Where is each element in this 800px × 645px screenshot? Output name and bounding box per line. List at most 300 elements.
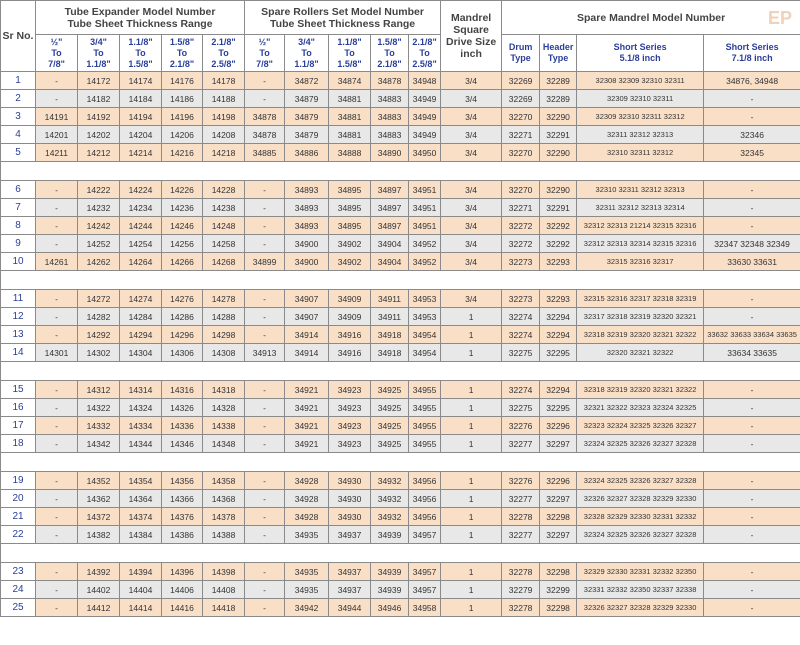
header-type-cell: 32294 <box>540 308 577 326</box>
spare-roller-cell: 34916 <box>329 326 371 344</box>
group-spacer <box>1 544 800 563</box>
sr-no-cell: 4 <box>1 126 36 144</box>
spare-roller-cell: 34902 <box>329 253 371 271</box>
short-series-71-cell: - <box>704 290 800 308</box>
tube-expander-cell: 14336 <box>162 417 203 435</box>
tube-expander-cell: 14298 <box>203 326 245 344</box>
spare-roller-cell: 34923 <box>329 435 371 453</box>
table-row <box>1 399 800 417</box>
range-bot: 2.1/8" <box>377 58 402 69</box>
short-series-51-cell: 32309 32310 32311 32312 <box>577 108 704 126</box>
header-type-cell: 32297 <box>540 490 577 508</box>
tube-expander-cell: 14294 <box>120 326 162 344</box>
tube-expander-cell: 14244 <box>120 217 162 235</box>
tube-expander-cell: 14174 <box>120 72 162 90</box>
sr-no-cell: 13 <box>1 326 36 344</box>
drum-type-cell: 32269 <box>502 72 540 90</box>
tube-expander-cell: 14242 <box>78 217 120 235</box>
short-series-51-cell: 32324 32325 32326 32327 32328 <box>577 526 704 544</box>
short-series-71-cell: - <box>704 308 800 326</box>
short-series-51-cell: 32310 32311 32312 <box>577 144 704 162</box>
header-type-cell: 32298 <box>540 599 577 617</box>
group-spacer-cell <box>1 544 800 563</box>
short-series-71-cell: 33632 33633 33634 33635 <box>704 326 800 344</box>
spare-roller-cell: 34893 <box>285 217 329 235</box>
header-type-cell: 32298 <box>540 563 577 581</box>
short-series-51-cell: 32315 32316 32317 <box>577 253 704 271</box>
spare-roller-cell: 34904 <box>371 253 409 271</box>
spare-roller-cell: - <box>245 181 285 199</box>
spare-roller-cell: 34925 <box>371 381 409 399</box>
range-mid: To <box>218 47 229 58</box>
drum-type-cell: 32278 <box>502 599 540 617</box>
spare-roller-cell: 34885 <box>245 144 285 162</box>
tube-expander-cell: 14218 <box>203 144 245 162</box>
spare-roller-cell: 34953 <box>409 308 441 326</box>
tube-expander-cell: 14324 <box>120 399 162 417</box>
tube-expander-cell: 14408 <box>203 581 245 599</box>
tube-expander-cell: 14384 <box>120 526 162 544</box>
sr-no-cell: 17 <box>1 417 36 435</box>
tube-expander-cell: 14402 <box>78 581 120 599</box>
tube-expander-cell: 14344 <box>120 435 162 453</box>
tube-expander-cell: 14214 <box>120 144 162 162</box>
tube-expander-cell: 14398 <box>203 563 245 581</box>
spare-roller-cell: 34878 <box>371 72 409 90</box>
spare-roller-cell: 34928 <box>285 490 329 508</box>
tube-expander-cell: - <box>36 563 78 581</box>
table-row <box>1 563 800 581</box>
spare-roller-cell: 34935 <box>285 563 329 581</box>
tube-expander-cell: - <box>36 290 78 308</box>
tube-expander-cell: 14301 <box>36 344 78 362</box>
tube-expander-cell: - <box>36 308 78 326</box>
spare-roller-cell: 34937 <box>329 526 371 544</box>
table-row <box>1 72 800 90</box>
tube-expander-cell: 14346 <box>162 435 203 453</box>
spare-roller-cell: 34950 <box>409 144 441 162</box>
spare-roller-cell: 34951 <box>409 181 441 199</box>
spare-roller-cell: - <box>245 508 285 526</box>
mandrel-square-header: Mandrel Square Drive Size inch <box>441 1 502 72</box>
range-bot: 7/8" <box>256 58 273 69</box>
range-top: 1.1/8" <box>337 36 362 47</box>
mandrel-square-cell: 1 <box>441 399 502 417</box>
mandrel-square-cell: 3/4 <box>441 235 502 253</box>
table-row <box>1 181 800 199</box>
spare-roller-cell: 34913 <box>245 344 285 362</box>
sr-no-cell: 12 <box>1 308 36 326</box>
drum-type-cell: 32274 <box>502 308 540 326</box>
tube-expander-cell: - <box>36 435 78 453</box>
range-bot: 2.5/8" <box>412 58 437 69</box>
range-top: 3/4" <box>298 36 315 47</box>
sr-no-cell: 8 <box>1 217 36 235</box>
short-series-51-cell: 32324 32325 32326 32327 32328 <box>577 472 704 490</box>
mandrel-square-cell: 3/4 <box>441 199 502 217</box>
short-series-71-cell: - <box>704 381 800 399</box>
short-series-71-cell: 33634 33635 <box>704 344 800 362</box>
spare-roller-cell: 34923 <box>329 399 371 417</box>
spare-roller-cell: 34954 <box>409 326 441 344</box>
header-type-cell: 32295 <box>540 344 577 362</box>
spare-roller-cell: 34951 <box>409 217 441 235</box>
tube-expander-cell: 14261 <box>36 253 78 271</box>
tube-expander-cell: 14204 <box>120 126 162 144</box>
sr-no-cell: 3 <box>1 108 36 126</box>
drum-type-header: Drum Type <box>502 35 540 72</box>
tube-expander-cell: 14262 <box>78 253 120 271</box>
mandrel-square-cell: 1 <box>441 490 502 508</box>
short-series-71-cell: - <box>704 599 800 617</box>
spare-roller-cell: 34958 <box>409 599 441 617</box>
spare-roller-cell: 34954 <box>409 344 441 362</box>
range-top: 3/4" <box>90 36 107 47</box>
te-range-header-3 <box>162 35 203 72</box>
tube-expander-cell: 14196 <box>162 108 203 126</box>
short-series-51-cell: 32310 32311 32312 32313 <box>577 181 704 199</box>
short-series-71-line1: Short Series <box>725 42 779 52</box>
spare-roller-cell: 34899 <box>245 253 285 271</box>
sr-no-cell: 6 <box>1 181 36 199</box>
header-type-cell: 32291 <box>540 199 577 217</box>
spare-roller-cell: 34881 <box>329 126 371 144</box>
header-type-cell: 32289 <box>540 90 577 108</box>
spare-roller-cell: 34951 <box>409 199 441 217</box>
tube-expander-cell: 14208 <box>203 126 245 144</box>
spare-roller-cell: 34925 <box>371 399 409 417</box>
tube-expander-cell: - <box>36 181 78 199</box>
short-series-51-header <box>577 35 704 72</box>
spare-roller-cell: - <box>245 581 285 599</box>
tube-expander-cell: 14412 <box>78 599 120 617</box>
tube-expander-cell: 14362 <box>78 490 120 508</box>
table-row <box>1 508 800 526</box>
tube-expander-cell: 14318 <box>203 381 245 399</box>
tube-expander-cell: - <box>36 599 78 617</box>
header-type-cell: 32291 <box>540 126 577 144</box>
tube-expander-cell: - <box>36 472 78 490</box>
spare-roller-cell: 34957 <box>409 563 441 581</box>
drum-type-cell: 32276 <box>502 417 540 435</box>
short-series-71-cell: - <box>704 108 800 126</box>
tube-expander-cell: 14274 <box>120 290 162 308</box>
tube-expander-cell: - <box>36 72 78 90</box>
tube-expander-cell: 14374 <box>120 508 162 526</box>
tube-expander-cell: 14406 <box>162 581 203 599</box>
tube-expander-cell: 14342 <box>78 435 120 453</box>
table-row <box>1 472 800 490</box>
header-type-cell: 32292 <box>540 235 577 253</box>
sr-no-header: Sr No. <box>1 1 36 72</box>
range-mid: To <box>51 47 62 58</box>
tube-expander-cell: 14282 <box>78 308 120 326</box>
tube-expander-cell: 14378 <box>203 508 245 526</box>
spare-roller-cell: 34883 <box>371 126 409 144</box>
range-bot: 2.1/8" <box>169 58 195 69</box>
tube-expander-cell: 14276 <box>162 290 203 308</box>
tube-expander-cell: 14216 <box>162 144 203 162</box>
short-series-71-cell: - <box>704 472 800 490</box>
tube-expander-cell: 14404 <box>120 581 162 599</box>
tube-expander-cell: 14348 <box>203 435 245 453</box>
tube-expander-cell: 14192 <box>78 108 120 126</box>
short-series-71-cell: - <box>704 526 800 544</box>
table-row <box>1 108 800 126</box>
spare-roller-cell: 34957 <box>409 526 441 544</box>
spare-roller-cell: - <box>245 90 285 108</box>
te-range-header-1 <box>78 35 120 72</box>
spare-roller-cell: 34874 <box>329 72 371 90</box>
tube-expander-cell: 14416 <box>162 599 203 617</box>
table-row <box>1 526 800 544</box>
mandrel-square-cell: 3/4 <box>441 253 502 271</box>
tube-expander-cell: 14392 <box>78 563 120 581</box>
spare-roller-cell: 34879 <box>285 90 329 108</box>
tube-expander-cell: 14176 <box>162 72 203 90</box>
group-spacer <box>1 362 800 381</box>
te-range-header-2 <box>120 35 162 72</box>
table-row <box>1 90 800 108</box>
short-series-51-cell: 32320 32321 32322 <box>577 344 704 362</box>
table-row <box>1 581 800 599</box>
short-series-51-cell: 32317 32318 32319 32320 32321 <box>577 308 704 326</box>
range-mid: To <box>259 47 270 58</box>
sr-no-cell: 21 <box>1 508 36 526</box>
spare-roller-cell: 34883 <box>371 108 409 126</box>
sr-no-cell: 22 <box>1 526 36 544</box>
spare-roller-cell: 34897 <box>371 217 409 235</box>
spare-roller-cell: - <box>245 308 285 326</box>
tube-expander-cell: - <box>36 417 78 435</box>
drum-type-cell: 32275 <box>502 344 540 362</box>
tube-expander-cell: 14222 <box>78 181 120 199</box>
tube-expander-cell: 14306 <box>162 344 203 362</box>
tube-expander-cell: 14254 <box>120 235 162 253</box>
short-series-71-cell: - <box>704 563 800 581</box>
tube-expander-cell: 14172 <box>78 72 120 90</box>
range-mid: To <box>176 47 188 58</box>
short-series-51-cell: 32324 32325 32326 32327 32328 <box>577 435 704 453</box>
spare-rollers-header <box>245 1 441 35</box>
spare-roller-cell: 34881 <box>329 108 371 126</box>
sr-no-cell: 5 <box>1 144 36 162</box>
spare-roller-cell: 34909 <box>329 290 371 308</box>
spare-roller-cell: 34895 <box>329 217 371 235</box>
tube-expander-cell: 14304 <box>120 344 162 362</box>
spare-roller-cell: - <box>245 490 285 508</box>
spare-roller-cell: 34925 <box>371 417 409 435</box>
mandrel-square-cell: 3/4 <box>441 72 502 90</box>
spare-roller-cell: 34935 <box>285 581 329 599</box>
short-series-51-line1: Short Series <box>613 42 667 52</box>
sr-no-cell: 11 <box>1 290 36 308</box>
spare-roller-cell: - <box>245 472 285 490</box>
table-row <box>1 217 800 235</box>
header-type-cell: 32290 <box>540 181 577 199</box>
tube-expander-cell: 14388 <box>203 526 245 544</box>
tube-expander-cell: 14258 <box>203 235 245 253</box>
spare-roller-cell: 34955 <box>409 435 441 453</box>
spare-roller-cell: 34939 <box>371 581 409 599</box>
tube-expander-cell: - <box>36 326 78 344</box>
short-series-51-cell: 32329 32330 32331 32332 32350 <box>577 563 704 581</box>
spare-roller-cell: 34888 <box>329 144 371 162</box>
tube-expander-cell: 14366 <box>162 490 203 508</box>
spare-roller-cell: 34949 <box>409 90 441 108</box>
drum-type-cell: 32276 <box>502 472 540 490</box>
mandrel-square-cell: 1 <box>441 435 502 453</box>
short-series-51-cell: 32323 32324 32325 32326 32327 <box>577 417 704 435</box>
spare-roller-cell: 34881 <box>329 90 371 108</box>
mandrel-square-cell: 3/4 <box>441 90 502 108</box>
drum-type-cell: 32279 <box>502 581 540 599</box>
tube-expander-cell: 14226 <box>162 181 203 199</box>
spare-roller-cell: 34897 <box>371 181 409 199</box>
tube-expander-cell: 14246 <box>162 217 203 235</box>
spare-roller-cell: 34928 <box>285 472 329 490</box>
tube-expander-cell: - <box>36 217 78 235</box>
spare-roller-cell: 34944 <box>329 599 371 617</box>
short-series-71-cell: - <box>704 508 800 526</box>
header-type-cell: 32296 <box>540 472 577 490</box>
tube-expander-cell: 14286 <box>162 308 203 326</box>
header-type-cell: 32290 <box>540 144 577 162</box>
short-series-51-cell: 32308 32309 32310 32311 <box>577 72 704 90</box>
spare-roller-cell: - <box>245 72 285 90</box>
mandrel-square-cell: 1 <box>441 526 502 544</box>
spare-roller-cell: 34928 <box>285 508 329 526</box>
spare-roller-cell: 34907 <box>285 308 329 326</box>
spare-roller-cell: 34955 <box>409 381 441 399</box>
rs-range-header-3 <box>371 35 409 72</box>
mandrel-square-cell: 3/4 <box>441 181 502 199</box>
spare-roller-cell: 34911 <box>371 308 409 326</box>
spare-roller-cell: 34935 <box>285 526 329 544</box>
spare-roller-cell: 34937 <box>329 581 371 599</box>
spare-roller-cell: 34914 <box>285 326 329 344</box>
header-type-cell: 32293 <box>540 290 577 308</box>
spare-mandrel-header: Spare Mandrel Model Number <box>502 1 800 35</box>
tube-expander-cell: 14224 <box>120 181 162 199</box>
table-row <box>1 381 800 399</box>
tube-expander-cell: - <box>36 399 78 417</box>
spare-roller-cell: 34893 <box>285 199 329 217</box>
header-type-cell: 32295 <box>540 399 577 417</box>
spare-rollers-header-line2: Tube Sheet Thickness Range <box>270 17 416 30</box>
group-spacer <box>1 453 800 472</box>
spare-roller-cell: 34949 <box>409 108 441 126</box>
spare-roller-cell: 34946 <box>371 599 409 617</box>
spare-roller-cell: 34886 <box>285 144 329 162</box>
range-top: 1.5/8" <box>377 36 402 47</box>
mandrel-square-cell: 1 <box>441 326 502 344</box>
short-series-71-line2: 7.1/8 inch <box>731 53 773 63</box>
drum-type-cell: 32269 <box>502 90 540 108</box>
short-series-51-line2: 5.1/8 inch <box>619 53 661 63</box>
range-mid: To <box>384 47 395 58</box>
spare-roller-cell: 34895 <box>329 199 371 217</box>
spare-roller-cell: - <box>245 563 285 581</box>
spare-roller-cell: - <box>245 199 285 217</box>
header-type-cell: 32297 <box>540 435 577 453</box>
sr-no-cell: 7 <box>1 199 36 217</box>
spare-roller-cell: - <box>245 326 285 344</box>
spare-roller-cell: 34916 <box>329 344 371 362</box>
tube-expander-cell: 14186 <box>162 90 203 108</box>
short-series-71-cell: - <box>704 490 800 508</box>
tube-expander-cell: 14302 <box>78 344 120 362</box>
short-series-51-cell: 32331 32332 32350 32337 32338 <box>577 581 704 599</box>
tube-expander-cell: 14198 <box>203 108 245 126</box>
tube-expander-cell: 14386 <box>162 526 203 544</box>
drum-type-cell: 32278 <box>502 563 540 581</box>
spare-roller-cell: 34872 <box>285 72 329 90</box>
short-series-51-cell: 32312 32313 21214 32315 32316 <box>577 217 704 235</box>
tube-expander-header <box>36 1 245 35</box>
spare-roller-cell: 34904 <box>371 235 409 253</box>
rs-range-header-0 <box>245 35 285 72</box>
short-series-51-cell: 32328 32329 32330 32331 32332 <box>577 508 704 526</box>
tube-expander-cell: 14236 <box>162 199 203 217</box>
spare-roller-cell: 34955 <box>409 417 441 435</box>
spare-roller-cell: 34942 <box>285 599 329 617</box>
spare-roller-cell: - <box>245 399 285 417</box>
range-bot: 2.5/8" <box>211 58 236 69</box>
tube-expander-cell: 14284 <box>120 308 162 326</box>
short-series-71-cell: 32347 32348 32349 <box>704 235 800 253</box>
table-row <box>1 290 800 308</box>
mandrel-square-cell: 1 <box>441 344 502 362</box>
te-range-header-4 <box>203 35 245 72</box>
tube-expander-cell: 14394 <box>120 563 162 581</box>
range-top: 1.5/8" <box>169 36 195 47</box>
mandrel-square-cell: 3/4 <box>441 290 502 308</box>
spare-roller-cell: 34900 <box>285 253 329 271</box>
sr-no-cell: 14 <box>1 344 36 362</box>
header-type-cell: 32294 <box>540 381 577 399</box>
tube-expander-cell: 14194 <box>120 108 162 126</box>
range-bot: 7/8" <box>48 58 65 69</box>
range-bot: 1.5/8" <box>337 58 362 69</box>
spare-roller-cell: 34956 <box>409 490 441 508</box>
mandrel-square-cell: 3/4 <box>441 144 502 162</box>
sr-no-cell: 16 <box>1 399 36 417</box>
tube-expander-cell: 14376 <box>162 508 203 526</box>
short-series-71-cell: - <box>704 90 800 108</box>
table-row <box>1 599 800 617</box>
tube-expander-cell: 14191 <box>36 108 78 126</box>
tube-expander-header-line2: Tube Sheet Thickness Range <box>67 17 213 30</box>
spare-roller-cell: 34939 <box>371 563 409 581</box>
header-type-cell: 32296 <box>540 417 577 435</box>
sr-no-cell: 24 <box>1 581 36 599</box>
short-series-71-cell: - <box>704 581 800 599</box>
header-type-cell: 32290 <box>540 108 577 126</box>
header-type-cell: 32297 <box>540 526 577 544</box>
short-series-71-cell: - <box>704 399 800 417</box>
spare-roller-cell: 34911 <box>371 290 409 308</box>
rs-range-header-4 <box>409 35 441 72</box>
tube-expander-cell: - <box>36 581 78 599</box>
drum-type-cell: 32270 <box>502 144 540 162</box>
spare-roller-cell: 34914 <box>285 344 329 362</box>
spare-roller-cell: 34930 <box>329 472 371 490</box>
spare-roller-cell: 34923 <box>329 381 371 399</box>
drum-type-cell: 32271 <box>502 126 540 144</box>
group-spacer <box>1 162 800 181</box>
mandrel-square-cell: 1 <box>441 308 502 326</box>
